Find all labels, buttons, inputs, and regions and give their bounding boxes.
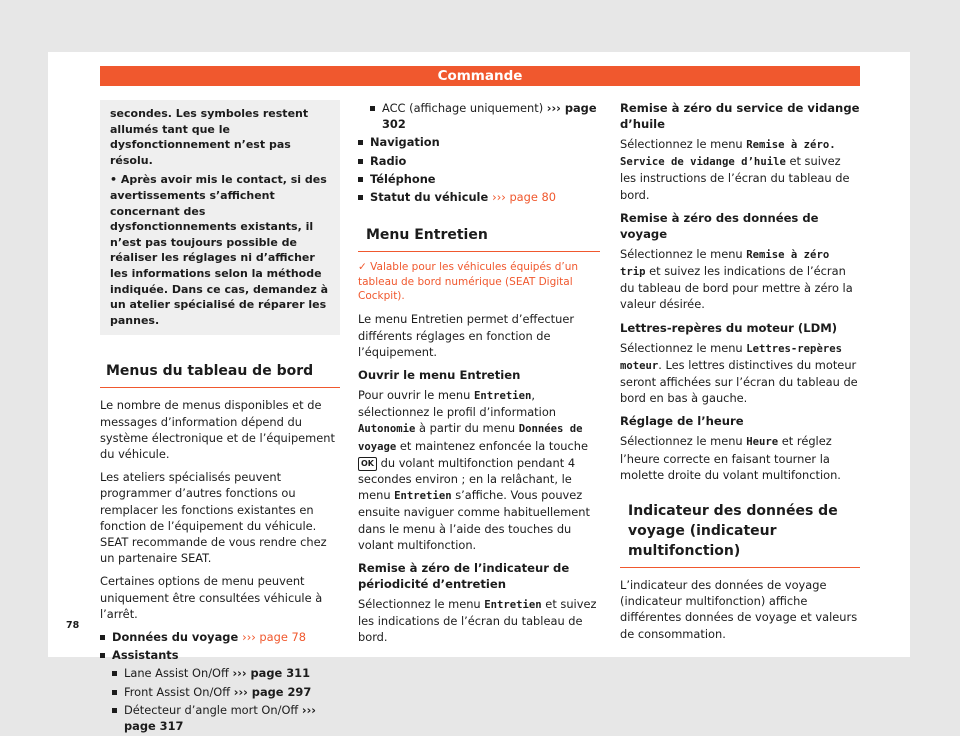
subheading-heure: Réglage de l’heure xyxy=(620,414,744,429)
list-item xyxy=(358,189,600,205)
menu-list xyxy=(358,134,600,205)
validity-note: ✓ Valable pour les véhicules équipés d’un tableau de bord numérique (SEAT Digital Cockpit). xyxy=(358,261,579,303)
list-item xyxy=(112,684,340,700)
warning-text-2: • Après avoir mis le contact, si des avertissements s’affichent concernant des dysfonctionnements existants, il n’est pas toujours possible de réaliser les réglages ni d’afficher les informations selon la méthode indiquée. Dans ce cas, demandez à un atelier spécialisé de réparer les pannes. xyxy=(110,173,328,327)
ok-key-icon: OK xyxy=(358,457,377,471)
subheading-ldm: Lettres-repères du moteur (LDM) xyxy=(620,320,838,335)
paragraph: Sélectionnez le menu Heure et réglez l’heure correcte en faisant tourner la molette droite du volant multifonction. xyxy=(620,434,841,482)
paragraph: Pour ouvrir le menu Entretien, sélectionnez le profil d’information Autonomie à partir du menu Données de voyage et maintenez enfoncée la touche OK du volant multifonction pendant 4 secondes environ ; en la relâchant, le menu Entretien s’affiche. Vous pouvez ensuite naviguer comme habituellement dans le menu à l’aide des touches du volant multifonction. xyxy=(358,388,590,552)
paragraph: L’indicateur des données de voyage (indicateur multifonction) affiche différentes données de voyage et valeurs de consommation. xyxy=(620,578,858,641)
paragraph: Les ateliers spécialisés peuvent programmer d’autres fonctions ou remplacer les fonctions existantes en fonction de l’équipement du véhicule. SEAT recommande de vous rendre chez un partenaire SEAT. xyxy=(100,470,327,566)
menu-name: Remise à zéro. Service de vidange d’huile xyxy=(620,139,836,169)
page-link[interactable]: ››› page 302 xyxy=(382,101,597,132)
heading-menu-entretien: Menu Entretien xyxy=(358,225,600,252)
subheading-vidange: Remise à zéro du service de vidange d’huile xyxy=(620,101,860,131)
menu-name: Entretien xyxy=(484,599,542,612)
item-label: Lane Assist On/Off xyxy=(124,666,229,681)
menu-name: Lettres-repères moteur xyxy=(620,342,842,372)
item-label: Front Assist On/Off xyxy=(124,684,231,699)
item-label: Statut du véhicule xyxy=(370,190,489,205)
list-item xyxy=(100,647,340,663)
page-link[interactable]: ››› page 78 xyxy=(242,629,306,644)
list-item xyxy=(370,100,600,132)
heading-indicateur-donnees: Indicateur des données de voyage (indicateur multifonction) xyxy=(620,501,860,568)
paragraph: Sélectionnez le menu Lettres-repères moteur. Les lettres distinctives du moteur seront affichées sur l’écran du tableau de bord en bas à gauche. xyxy=(620,340,858,406)
item-label: ACC (affichage uniquement) xyxy=(382,101,544,115)
paragraph: Certaines options de menu peuvent uniquement être consultées véhicule à l’arrêt. xyxy=(100,574,323,621)
warning-box xyxy=(100,100,340,335)
page-number: 78 xyxy=(66,620,80,631)
item-label: Détecteur d’angle mort On/Off xyxy=(124,702,299,717)
subheading-ouvrir: Ouvrir le menu Entretien xyxy=(358,368,521,383)
heading-menus-tableau-de-bord: Menus du tableau de bord xyxy=(100,361,340,388)
warning-text-1: secondes. Les symboles restent allumés tant que le dysfonctionnement n’est pas résolu. xyxy=(110,107,309,167)
page-link[interactable]: ››› page 297 xyxy=(233,684,312,699)
list-item xyxy=(100,629,340,645)
section-header: Commande xyxy=(100,66,860,86)
paragraph: Le nombre de menus disponibles et de messages d’information dépend du système électronique et de l’équipement du véhicule. xyxy=(100,398,335,461)
heading-wrap xyxy=(358,225,600,252)
list-item xyxy=(112,665,340,681)
paragraph: Sélectionnez le menu Remise à zéro trip et suivez les indications de l’écran du tableau de bord pour mettre à zéro la valeur désirée. xyxy=(620,246,853,312)
subheading-donnees-voyage: Remise à zéro des données de voyage xyxy=(620,210,819,241)
heading-wrap xyxy=(620,501,860,568)
item-label: Données du voyage xyxy=(112,629,239,644)
submenu-list xyxy=(112,665,340,734)
list-item: Radio xyxy=(358,153,600,169)
menu-name: Entretien xyxy=(474,390,532,403)
list-item: Navigation xyxy=(358,134,600,150)
item-label: Assistants xyxy=(112,648,179,663)
paragraph: Sélectionnez le menu Remise à zéro. Service de vidange d’huile et suivez les instructions de l’écran du tableau de bord. xyxy=(620,137,850,202)
menu-name: Données de voyage xyxy=(358,423,583,453)
subheading-remise-periodicite: Remise à zéro de l’indicateur de périodicité d’entretien xyxy=(358,561,570,592)
menu-list xyxy=(100,629,340,663)
menu-name: Entretien xyxy=(394,490,452,503)
menu-name: Autonomie xyxy=(358,423,416,436)
heading-wrap xyxy=(100,361,340,388)
paragraph: Sélectionnez le menu Entretien et suivez les indications de l’écran du tableau de bord. xyxy=(358,597,597,645)
page-link[interactable]: ››› page 317 xyxy=(124,702,316,733)
column-2 xyxy=(358,100,600,653)
menu-name: Heure xyxy=(746,436,779,449)
list-item: Téléphone xyxy=(358,171,600,187)
list-item xyxy=(112,702,340,734)
page-link[interactable]: ››› page 311 xyxy=(232,666,310,681)
page-link[interactable]: ››› page 80 xyxy=(492,190,557,205)
column-1 xyxy=(100,100,340,736)
paragraph: Le menu Entretien permet d’effectuer différents réglages en fonction de l’équipement. xyxy=(358,312,575,359)
submenu-list xyxy=(370,100,600,132)
menu-name: Remise à zéro trip xyxy=(620,248,830,279)
column-3 xyxy=(620,100,860,649)
